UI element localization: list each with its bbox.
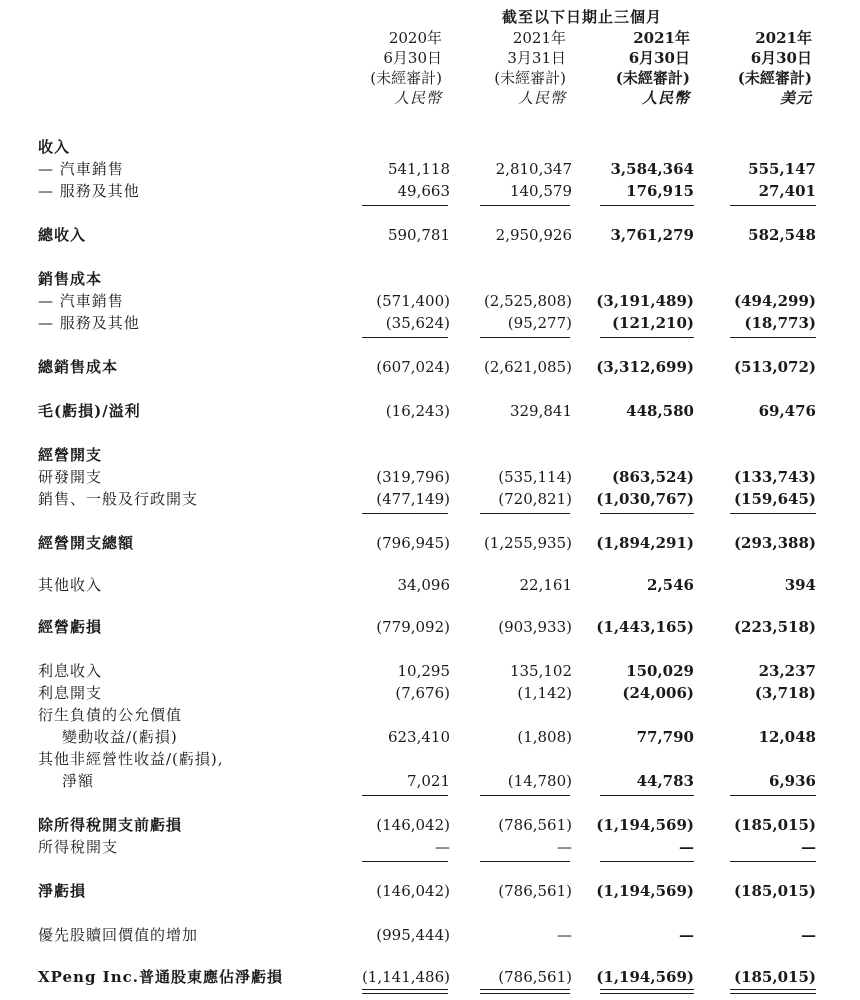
- row-label: 變動收益/(虧損): [62, 728, 178, 746]
- cell-value: 150,029: [626, 662, 694, 680]
- cell-value: (786,561): [498, 882, 572, 900]
- cell-value: —: [801, 838, 816, 856]
- cell-value: (14,780): [507, 772, 572, 790]
- column-rule: [600, 795, 694, 796]
- column-rule: [600, 993, 694, 994]
- column-rule: [600, 337, 694, 338]
- row-label: 除所得稅開支前虧損: [38, 816, 183, 834]
- table-row: [0, 966, 860, 988]
- cell-value: (607,024): [376, 358, 450, 376]
- column-header-4: 2021年 6月30日 (未經審計) 美元: [737, 29, 812, 107]
- cell-value: (1,443,165): [596, 618, 694, 636]
- column-rule: [480, 993, 570, 994]
- column-rule: [362, 337, 448, 338]
- cell-value: 77,790: [636, 728, 694, 746]
- cell-value: (1,894,291): [596, 534, 694, 552]
- cell-value: 140,579: [509, 182, 572, 200]
- cell-value: 590,781: [387, 226, 450, 244]
- cell-value: 555,147: [748, 160, 816, 178]
- cell-value: (185,015): [733, 968, 816, 986]
- table-row: [0, 466, 860, 488]
- cell-value: (35,624): [385, 314, 450, 332]
- column-rule: [730, 513, 816, 514]
- cell-value: (7,676): [395, 684, 450, 702]
- cell-value: (786,561): [498, 968, 572, 986]
- cell-value: (477,149): [376, 490, 450, 508]
- cell-value: 2,546: [647, 576, 694, 594]
- table-row: [0, 660, 860, 682]
- table-row: [0, 312, 860, 334]
- row-label: 其他非經營性收益/(虧損),: [38, 750, 224, 768]
- table-row: [0, 616, 860, 638]
- row-label: 優先股贖回價值的增加: [38, 926, 199, 944]
- row-label: 利息開支: [38, 684, 103, 702]
- cell-value: (494,299): [733, 292, 816, 310]
- table-row: [0, 224, 860, 246]
- cell-value: 10,295: [397, 662, 450, 680]
- cell-value: 23,237: [758, 662, 816, 680]
- column-rule: [480, 513, 570, 514]
- column-rule: [600, 205, 694, 206]
- period-header: 截至以下日期止三個月: [501, 8, 662, 26]
- cell-value: (2,621,085): [483, 358, 572, 376]
- row-label: 總收入: [38, 226, 87, 244]
- cell-value: (223,518): [733, 618, 816, 636]
- cell-value: (1,194,569): [596, 816, 694, 834]
- table-row: [0, 136, 860, 158]
- column-rule: [480, 205, 570, 206]
- row-label: 研發開支: [38, 468, 103, 486]
- cell-value: —: [679, 838, 694, 856]
- cell-value: 12,048: [758, 728, 816, 746]
- cell-value: 176,915: [626, 182, 694, 200]
- cell-value: 44,783: [636, 772, 694, 790]
- cell-value: (1,808): [517, 728, 572, 746]
- table-row: [0, 682, 860, 704]
- cell-value: (513,072): [733, 358, 816, 376]
- cell-value: (319,796): [376, 468, 450, 486]
- cell-value: (16,243): [385, 402, 450, 420]
- table-row: [0, 704, 860, 726]
- cell-value: 27,401: [758, 182, 816, 200]
- row-label: 毛(虧損)/溢利: [38, 402, 141, 420]
- cell-value: 34,096: [397, 576, 450, 594]
- cell-value: (1,030,767): [596, 490, 694, 508]
- cell-value: (95,277): [507, 314, 572, 332]
- cell-value: (1,255,935): [483, 534, 572, 552]
- column-rule: [730, 337, 816, 338]
- cell-value: (159,645): [733, 490, 816, 508]
- column-header-2: 2021年 3月31日 (未經審計) 人民幣: [494, 29, 566, 107]
- cell-value: —: [435, 838, 450, 856]
- table-row: [0, 180, 860, 202]
- cell-value: 49,663: [397, 182, 450, 200]
- row-label: — 汽車銷售: [38, 160, 124, 178]
- row-label: — 汽車銷售: [38, 292, 124, 310]
- table-row: [0, 748, 860, 770]
- cell-value: (121,210): [611, 314, 694, 332]
- table-row: [0, 532, 860, 554]
- table-row: [0, 574, 860, 596]
- table-row: [0, 356, 860, 378]
- cell-value: 7,021: [407, 772, 450, 790]
- cell-value: 541,118: [387, 160, 450, 178]
- cell-value: 135,102: [509, 662, 572, 680]
- column-rule: [730, 989, 816, 990]
- cell-value: 394: [784, 576, 816, 594]
- cell-value: 582,548: [748, 226, 816, 244]
- table-row: [0, 924, 860, 946]
- column-rule: [730, 993, 816, 994]
- cell-value: (185,015): [733, 816, 816, 834]
- cell-value: (1,142): [517, 684, 572, 702]
- row-label: 經營開支: [38, 446, 103, 464]
- row-label: 經營開支總額: [38, 534, 135, 552]
- cell-value: (185,015): [733, 882, 816, 900]
- row-label: 其他收入: [38, 576, 103, 594]
- cell-value: —: [679, 926, 694, 944]
- cell-value: —: [557, 926, 572, 944]
- cell-value: 6,936: [769, 772, 816, 790]
- column-rule: [730, 795, 816, 796]
- row-label: 所得稅開支: [38, 838, 119, 856]
- column-rule: [600, 989, 694, 990]
- cell-value: (2,525,808): [483, 292, 572, 310]
- table-row: [0, 268, 860, 290]
- column-rule: [600, 513, 694, 514]
- row-label: 淨虧損: [38, 882, 87, 900]
- column-rule: [730, 861, 816, 862]
- cell-value: 2,950,926: [495, 226, 572, 244]
- cell-value: 623,410: [387, 728, 450, 746]
- row-label: 銷售、一般及行政開支: [38, 490, 199, 508]
- table-row: [0, 290, 860, 312]
- cell-value: (3,312,699): [596, 358, 694, 376]
- row-label: 經營虧損: [38, 618, 103, 636]
- column-rule: [362, 513, 448, 514]
- row-label: 利息收入: [38, 662, 103, 680]
- cell-value: (3,191,489): [596, 292, 694, 310]
- column-rule: [362, 205, 448, 206]
- table-row: [0, 880, 860, 902]
- cell-value: 329,841: [509, 402, 572, 420]
- cell-value: (146,042): [376, 882, 450, 900]
- cell-value: 22,161: [519, 576, 572, 594]
- cell-value: (863,524): [611, 468, 694, 486]
- row-label: 淨額: [62, 772, 95, 790]
- column-rule: [480, 989, 570, 990]
- row-label: 收入: [38, 138, 71, 156]
- table-row: [0, 158, 860, 180]
- column-header-1: 2020年 6月30日 (未經審計) 人民幣: [370, 29, 442, 107]
- column-rule: [600, 861, 694, 862]
- cell-value: (146,042): [376, 816, 450, 834]
- cell-value: —: [801, 926, 816, 944]
- column-rule: [362, 795, 448, 796]
- row-label: 衍生負債的公允價值: [38, 706, 183, 724]
- cell-value: 3,761,279: [610, 226, 694, 244]
- row-label: 銷售成本: [38, 270, 103, 288]
- cell-value: (133,743): [733, 468, 816, 486]
- cell-value: (1,194,569): [596, 968, 694, 986]
- row-label: — 服務及其他: [38, 314, 140, 332]
- cell-value: 448,580: [626, 402, 694, 420]
- cell-value: (24,006): [622, 684, 694, 702]
- cell-value: (535,114): [498, 468, 572, 486]
- column-rule: [362, 993, 448, 994]
- table-row: [0, 400, 860, 422]
- table-row: [0, 726, 860, 748]
- column-rule: [480, 337, 570, 338]
- cell-value: (796,945): [376, 534, 450, 552]
- row-label: XPeng Inc.普通股東應佔淨虧損: [38, 968, 283, 986]
- cell-value: (1,141,486): [361, 968, 450, 986]
- cell-value: (995,444): [376, 926, 450, 944]
- column-rule: [362, 989, 448, 990]
- table-row: [0, 814, 860, 836]
- column-rule: [480, 861, 570, 862]
- column-rule: [480, 795, 570, 796]
- table-row: [0, 444, 860, 466]
- cell-value: (1,194,569): [596, 882, 694, 900]
- cell-value: —: [557, 838, 572, 856]
- column-rule: [362, 861, 448, 862]
- cell-value: 69,476: [758, 402, 816, 420]
- table-row: [0, 488, 860, 510]
- cell-value: (720,821): [498, 490, 572, 508]
- cell-value: 3,584,364: [610, 160, 694, 178]
- cell-value: 2,810,347: [495, 160, 572, 178]
- cell-value: (3,718): [754, 684, 816, 702]
- column-rule: [730, 205, 816, 206]
- row-label: — 服務及其他: [38, 182, 140, 200]
- row-label: 總銷售成本: [38, 358, 119, 376]
- cell-value: (18,773): [744, 314, 816, 332]
- cell-value: (903,933): [498, 618, 572, 636]
- cell-value: (293,388): [733, 534, 816, 552]
- cell-value: (779,092): [376, 618, 450, 636]
- column-header-3: 2021年 6月30日 (未經審計) 人民幣: [615, 29, 690, 107]
- table-row: [0, 770, 860, 792]
- cell-value: (571,400): [376, 292, 450, 310]
- table-row: [0, 836, 860, 858]
- cell-value: (786,561): [498, 816, 572, 834]
